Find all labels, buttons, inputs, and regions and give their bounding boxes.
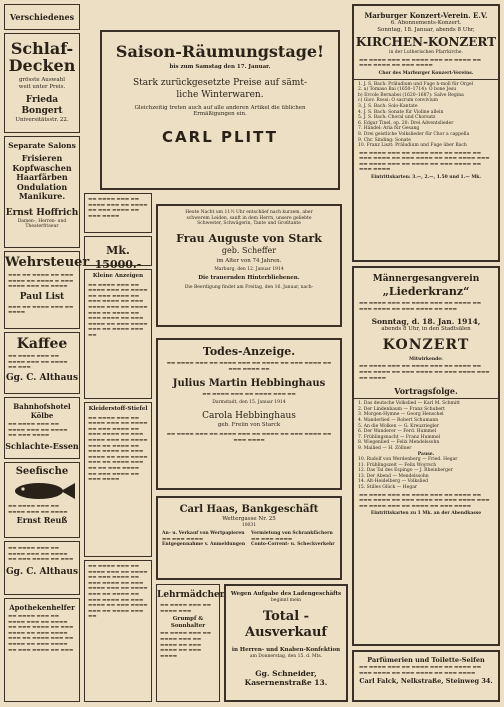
- ausv-line: in Herren- und Knaben-Konfektion: [231, 647, 341, 654]
- parfum-title: Parfümerien und Toilette-Seifen: [367, 656, 485, 664]
- lk-name: „Liederkranz“: [382, 285, 470, 298]
- notice-stark: [156, 204, 342, 327]
- apoth-title: Apothekenhelfer: [9, 603, 75, 612]
- saison-title: Saison-Räumungstage!: [115, 42, 325, 61]
- lk-time: abends 8 Uhr, in den Stadtsälen: [381, 326, 471, 333]
- kaffee-title: Kaffee: [16, 336, 68, 352]
- salon-item: Kopfwaschen: [12, 162, 72, 173]
- bahnhof-sub: Schlachte-Essen: [5, 440, 79, 451]
- fish-icon: [7, 480, 77, 502]
- salon-note: Damen-, Herren- und Theaterfriseur: [17, 218, 67, 230]
- lk-date: Sonntag, d. 18. Jan. 1914,: [371, 317, 481, 327]
- lehr-title: Lehrmädchen: [157, 590, 227, 600]
- lk-item: 12. Das Tal des Espingo — J. Rheinberger: [358, 468, 453, 474]
- lk-item: 13. Der Abend — Mendelssohn: [358, 473, 429, 479]
- saison-firm: CARL PLITT: [162, 127, 278, 146]
- salon-item: Haarfärben: [16, 172, 68, 182]
- konzert-item: 3. J. S. Bach: Solo-Kantate: [358, 103, 418, 109]
- saison-line-2: liche Winterwaren.: [176, 89, 264, 100]
- saison-line-3: Gleichzeitig treten auch auf alle anderen Artikel die üblichen: [134, 104, 306, 111]
- notice-intro-3: Schwester, Schwägerin, Tante und Großtante: [197, 221, 301, 227]
- schuh-name: Gg. C. Althaus: [5, 566, 79, 577]
- salon-item: Manikure.: [18, 191, 66, 201]
- col2-ad-3: Kleiderstoff-Stiefel ▬▬ ▬▬▬▬ ▬▬▬ ▬▬ ▬▬▬▬ ▬▬▬ ▬▬ ▬▬▬▬ ▬▬ ▬▬▬ ▬▬▬▬ ▬▬ ▬▬▬ ▬▬▬▬ ▬▬ ▬▬▬ ▬▬▬▬ ▬▬▬ ▬▬ ▬▬▬▬ ▬▬▬ ▬▬ ▬▬▬▬ ▬▬ ▬▬▬ ▬▬▬▬ ▬▬ ▬▬▬ ▬▬▬▬ ▬▬ ▬▬▬ ▬▬▬▬ ▬▬▬ ▬▬ ▬▬▬▬ ▬▬▬ ▬▬ ▬▬ ▬▬▬ ▬▬▬▬ ▬▬ ▬▬▬ ▬▬▬▬ ▬▬ ▬▬▬ ▬▬▬▬: [84, 402, 152, 557]
- konzert-item: 4. J. S. Bach: Sonate für Violine allein: [358, 109, 444, 115]
- konzert-item: 8. Drei geistliche Volkslieder für Chor a cappella: [358, 131, 470, 137]
- ad-title-1: Schlaf-: [10, 39, 74, 58]
- col2-small-title: Kleine Anzeigen: [92, 273, 144, 279]
- ad-schuhe: ▬▬ ▬▬▬▬ ▬▬▬ ▬▬ ▬▬▬▬ ▬▬▬ ▬▬ ▬▬▬▬ ▬▬ ▬▬▬ ▬▬▬▬ ▬▬ ▬▬▬ Gg. C. Althaus: [4, 541, 80, 595]
- ad-line-3: grösste Auswahl: [19, 77, 65, 83]
- notice-name: Frau Auguste von Stark: [176, 231, 322, 245]
- konzert-item: 9. Chr. Sinding: Sonate: [358, 137, 411, 143]
- ad-name: Frieda Bongert: [21, 95, 63, 117]
- ad-wehrsteuer: Wehrsteuer ▬▬▬ ▬▬ ▬▬▬▬ ▬▬ ▬▬▬ ▬▬▬▬ ▬▬ ▬▬▬▬ ▬ ▬▬▬ ▬▬▬▬ ▬▬▬ ▬▬ ▬▬▬▬ Paul List ▬▬▬ ▬▬ ▬▬▬▬ ▬▬▬ ▬▬ ▬▬▬▬: [4, 251, 80, 329]
- konzert-item: 7. Händel: Aria für Gesang: [358, 126, 420, 132]
- lk-item: 2. Der Lindenbaum — Franz Schubert: [358, 406, 445, 412]
- notice-intro-2: schwerem Leiden, sanft in dem Herrn, unsere geliebte: [186, 215, 312, 221]
- haas-right-2: Conto-Corrent- u. Scheckverkehr: [251, 542, 335, 548]
- todes-title: Todes-Anzeige.: [202, 345, 296, 358]
- col2-ad-1: ▬▬ ▬▬▬▬ ▬▬▬ ▬▬ ▬▬▬▬ ▬▬▬ ▬▬ ▬▬▬▬ ▬▬ ▬▬▬ ▬▬▬▬ ▬▬ ▬▬▬ ▬▬▬▬: [84, 193, 152, 233]
- haas-address: Wettergasse Nr. 25: [222, 516, 276, 522]
- konzert-item: 1. J. S. Bach: Präludium und Fuge h-moll für Orgel: [358, 81, 474, 87]
- lk-item: 3. Morgen-Hymne — Georg Henschel: [358, 412, 444, 418]
- haas-left-1: An- u. Verkauf von Wertpapieren: [162, 531, 245, 537]
- konzert-choir: Chor des Marburger Konzert-Vereins.: [378, 70, 474, 76]
- ad-lehrmaedchen: Lehrmädchen ▬▬ ▬▬▬▬ ▬▬▬ ▬▬ ▬▬▬▬ ▬▬▬ Grumpf & Sonnhalter ▬▬ ▬▬▬▬ ▬▬▬ ▬▬ ▬▬▬▬ ▬▬▬ ▬▬ ▬▬▬▬ ▬▬ ▬▬▬ ▬▬▬▬ ▬▬ ▬▬▬ ▬▬▬▬: [156, 584, 220, 702]
- lk-item: 6. Der Wanderer — Ferd. Hummel: [358, 429, 437, 435]
- ad-kirchenkonzert: Marburger Konzert-Verein. E.V. 6. Abonnements-Konzert. Sonntag, 18. Januar, abends 8 Uhr, KIRCHEN-KONZERT in der Lutherischen Pfarrkirche. ▬▬ ▬▬▬▬ ▬▬▬ ▬▬ ▬▬▬▬ ▬▬▬ ▬▬ ▬▬▬▬ ▬▬ ▬▬▬ ▬▬▬▬ ▬▬ ▬▬▬ ▬▬▬▬ Chor des Marburger Konzert-Vereins. 1. J. S. Bach: Präludium und Fuge h-moll für Orgel 2. a) Tomaso Bai (1650–1714): O bone Jesu b) Ercole Bernabei (1620–1687): Salve Regina c) Giov. Rossi: O sacrum convivium 3. J. S. Bach: Solo-Kantate 4. J. S. Bach: Sonate für Violine allein 5. J. S. Bach: Choral und Chorsatz 6. Edgar Tinel, op. 20: Drei Adventslieder 7. Händel: Aria für Gesang 8. Drei geistliche Volkslieder für Chor a cappella 9. Chr. Sinding: Sonate 10. Franz Liszt: Präludium und Fuge über Bach ▬▬ ▬▬▬▬ ▬▬▬ ▬▬ ▬▬▬▬ ▬▬▬ ▬▬ ▬▬▬▬ ▬▬ ▬▬▬ ▬▬▬▬ ▬▬ ▬▬▬ ▬▬▬▬ ▬▬ ▬▬▬ ▬▬▬▬ ▬▬▬ ▬▬ ▬▬▬▬ ▬▬▬ ▬▬ ▬▬▬▬ ▬▬ ▬▬▬ ▬▬▬▬ ▬▬ ▬▬▬ ▬▬▬▬ Eintrittskarten: 3.—, 2.—, 1.50 und 1.— Mk.: [352, 4, 500, 262]
- todes-nee-2: geb. Freiin von Starck: [217, 422, 281, 429]
- salon-name: Ernst Hoffrich: [5, 207, 79, 218]
- notice-todes: Todes-Anzeige. ▬▬ ▬▬▬▬ ▬▬▬ ▬▬ ▬▬▬▬ ▬▬▬ ▬▬ ▬▬▬▬ ▬▬ ▬▬▬ ▬▬▬▬ ▬▬ ▬▬▬ ▬▬▬▬ ▬▬ Julius Martin Hebbinghaus ▬▬ ▬▬▬▬ ▬▬▬ ▬▬ ▬▬▬▬ ▬▬▬ ▬▬ Darmstadt, den 15. Januar 1914 Carola Hebbinghaus geb. Freiin von Starck ▬▬ ▬▬▬▬ ▬▬▬ ▬▬ ▬▬▬▬ ▬▬▬ ▬▬ ▬▬▬▬ ▬▬ ▬▬▬ ▬▬▬▬ ▬▬ ▬▬▬ ▬▬▬▬: [156, 338, 342, 490]
- konzert-item: c) Giov. Rossi: O sacrum convivium: [358, 98, 439, 104]
- konzert-item: b) Ercole Bernabei (1620–1687): Salve Regina: [358, 92, 464, 98]
- konzert-item: 2. a) Tomaso Bai (1650–1714): O bone Jesu: [358, 87, 457, 93]
- konzert-place: in der Lutherischen Pfarrkirche.: [389, 50, 463, 56]
- ad-schlafdecken: [4, 33, 80, 133]
- lk-konzert: KONZERT: [382, 336, 470, 353]
- salon-item: Frisieren: [21, 153, 63, 163]
- notice-place: Marburg, den 12. Januar 1914: [214, 267, 284, 273]
- ad-ausverkauf: [224, 584, 348, 702]
- lehr-firm: Grumpf & Sonnhalter: [170, 616, 206, 629]
- haas-right-1: Vermietung von Schrankfächern: [251, 531, 333, 537]
- wehr-name: Paul List: [19, 291, 65, 302]
- notice-intro-1: Heute Nacht um 11½ Uhr entschlief nach kurzem, aber: [185, 210, 313, 215]
- todes-name: Julius Martin Hebbinghaus: [172, 378, 326, 390]
- lk-item: 10. Rudolf von Werdenberg — Fried. Hegar: [358, 457, 458, 463]
- notice-mourners: Die trauernden Hinterbliebenen.: [198, 274, 300, 281]
- lk-item: 1. Das deutsche Volkslied — Karl M. Schmitt: [358, 401, 460, 407]
- mk-label: Mk. 15000.-: [94, 244, 142, 271]
- saison-date: bis zum Samstag den 17. Januar.: [169, 64, 271, 70]
- haas-tel: 10031: [241, 522, 257, 528]
- ad-apotheke: Apothekenhelfer ▬▬ ▬▬▬▬ ▬▬▬ ▬▬ ▬▬▬▬ ▬▬▬ ▬▬ ▬▬▬▬ ▬▬ ▬▬▬ ▬▬▬▬ ▬▬ ▬▬▬ ▬▬▬▬ ▬▬ ▬▬▬ ▬▬▬▬ ▬▬▬ ▬▬ ▬▬▬▬ ▬▬▬ ▬▬ ▬▬▬▬ ▬▬ ▬▬▬ ▬▬▬▬ ▬▬ ▬▬▬ ▬▬▬▬ ▬▬ ▬▬▬: [4, 598, 80, 702]
- ad-seefische: Seefische ▬▬ ▬▬▬▬ ▬▬▬ ▬▬ ▬▬▬▬ ▬▬▬ ▬▬ ▬▬▬▬ Ernst Reuß: [4, 462, 80, 538]
- saison-line-4: Ermäßigungen ein.: [193, 111, 247, 118]
- konzert-org: Marburger Konzert-Verein. E.V.: [364, 11, 488, 20]
- konzert-foot: Eintrittskarten: 3.—, 2.—, 1.50 und 1.— Mk.: [371, 175, 481, 181]
- kaffee-name: Gg. C. Althaus: [5, 372, 79, 383]
- ad-line-4: weit unter Preis.: [18, 83, 66, 90]
- ad-kaffee: Kaffee ▬▬ ▬▬▬▬ ▬▬▬ ▬▬ ▬▬▬▬ ▬▬▬ ▬▬ ▬▬▬▬ ▬▬ ▬▬▬ Gg. C. Althaus: [4, 332, 80, 394]
- lk-title: Männergesangverein: [372, 274, 480, 284]
- ad-saison: [100, 30, 340, 190]
- ad-haas: Carl Haas, Bankgeschäft Wettergasse Nr. 25 10031 An- u. Verkauf von Wertpapieren ▬▬ ▬▬▬ ▬▬▬▬ Entgegennahme v. Anmeldungen Vermietung von Schrankfächern ▬▬ ▬▬▬ ▬▬▬▬ Conto-Corrent- u. Scheckverkehr: [156, 496, 342, 580]
- col2-kleid: Kleiderstoff-Stiefel: [88, 406, 148, 412]
- notice-funeral: Die Beerdigung findet am Freitag, den 16. Januar, nach-: [184, 284, 314, 290]
- notice-nee: geb. Scheffer: [221, 245, 277, 255]
- col2-ad-2: Kleine Anzeigen ▬▬ ▬▬▬▬ ▬▬▬ ▬▬ ▬▬▬▬ ▬▬▬ ▬▬ ▬▬▬▬ ▬▬ ▬▬▬ ▬▬▬▬ ▬▬ ▬▬▬ ▬▬▬▬ ▬▬ ▬▬▬ ▬▬▬▬ ▬▬▬ ▬▬ ▬▬▬▬ ▬▬▬ ▬▬ ▬▬▬▬ ▬▬ ▬▬▬ ▬▬▬▬ ▬▬ ▬▬▬ ▬▬▬▬ ▬▬ ▬▬▬ ▬▬▬▬ ▬▬▬ ▬▬ ▬▬▬▬ ▬▬▬ ▬▬: [84, 269, 152, 399]
- konzert-date: Sonntag, 18. Januar, abends 8 Uhr,: [377, 26, 475, 33]
- saison-line-1: Stark zurückgesetzte Preise auf sämt-: [133, 77, 307, 88]
- col2-ad-mk: [84, 236, 152, 271]
- bahnhof-title: Bahnhofshotel Kölbe: [13, 402, 71, 420]
- ad-address: Universitätsstr. 22.: [15, 117, 69, 124]
- ausv-firm: Gg. Schneider, Kasernenstraße 13.: [244, 669, 328, 688]
- salon-title: Separate Salons: [8, 141, 76, 150]
- lk-item: 11. Frühlingszeit — Felix Woyrsch: [358, 462, 437, 468]
- konzert-item: 6. Edgar Tinel, op. 20: Drei Adventslieder: [358, 120, 454, 126]
- lk-foot: Eintrittskarten zu 1 Mk. an der Abendkasse: [370, 511, 482, 517]
- lk-mitwirkende: Mitwirkende:: [409, 356, 443, 362]
- parfum-firm: Carl Falck, Nelkstraße, Steinweg 34.: [359, 677, 493, 686]
- lk-item: 8. Wiegenlied — Felix Mendelssohn: [358, 440, 440, 446]
- konzert-item: 5. J. S. Bach: Choral und Chorsatz: [358, 115, 436, 121]
- section-header: Verschiedenes: [9, 12, 75, 22]
- notice-age: im Alter von 74 Jahren.: [216, 257, 282, 264]
- lk-program-title: Vortragsfolge.: [394, 386, 458, 397]
- lk-item: Pause.: [417, 451, 435, 457]
- konzert-item: 10. Franz Liszt: Präludium und Fuge über Bach: [358, 143, 467, 149]
- col2-ad-4: ▬▬ ▬▬▬▬ ▬▬▬ ▬▬ ▬▬▬▬ ▬▬▬ ▬▬ ▬▬▬▬ ▬▬ ▬▬▬ ▬▬▬▬ ▬▬ ▬▬▬ ▬▬▬▬ ▬▬ ▬▬▬ ▬▬▬▬ ▬▬▬ ▬▬ ▬▬▬▬ ▬▬▬ ▬▬ ▬▬▬▬ ▬▬ ▬▬▬ ▬▬▬▬ ▬▬ ▬▬▬ ▬▬▬▬ ▬▬ ▬▬▬ ▬▬▬▬ ▬▬▬ ▬▬ ▬▬▬▬ ▬▬▬ ▬▬: [84, 560, 152, 702]
- fisch-title: Seefische: [15, 466, 69, 477]
- section-header-box: [4, 4, 80, 30]
- ad-liederkranz: Männergesangverein „Liederkranz“ ▬▬ ▬▬▬▬ ▬▬▬ ▬▬ ▬▬▬▬ ▬▬▬ ▬▬ ▬▬▬▬ ▬▬ ▬▬▬ ▬▬▬▬ ▬▬ ▬▬▬ ▬▬▬▬ ▬▬ ▬▬▬ Sonntag, d. 18. Jan. 1914, abends 8 Uhr, in den Stadtsälen KONZERT Mitwirkende: ▬▬ ▬▬▬▬ ▬▬▬ ▬▬ ▬▬▬▬ ▬▬▬ ▬▬ ▬▬▬▬ ▬▬ ▬▬▬ ▬▬▬▬ ▬▬ ▬▬▬ ▬▬▬▬ ▬▬ ▬▬▬ ▬▬▬▬ ▬▬▬ ▬▬ ▬▬▬▬ Vortragsfolge. 1. Das deutsche Volkslied — Karl M. Schmitt 2. Der Lindenbaum — Franz Schubert 3. Morgen-Hymne — Georg Henschel 4. Wanderlied — Robert Schumann 5. An die Wolken — G. Kreuzriegler 6. Der Wanderer — Ferd. Hummel 7. Frühlingsnacht — Franz Hummel 8. Wiegenlied — Felix Mendelssohn 9. Mailied — H. Zöllner Pause. 10. Rudolf von Werdenberg — Fried. Hegar 11. Frühlingszeit — Felix Woyrsch 12. Das Tal des Espingo — J. Rheinberger 13. Der Abend — Mendelssohn 14. Alt-Heidelberg — Volkslied 15. Stilles Glück — Hegar ▬▬ ▬▬▬▬ ▬▬▬ ▬▬ ▬▬▬▬ ▬▬▬ ▬▬ ▬▬▬▬ ▬▬ ▬▬▬ ▬▬▬▬ ▬▬ ▬▬▬ ▬▬▬▬ ▬▬ ▬▬▬ ▬▬▬▬ ▬▬▬ ▬▬ ▬▬▬▬ ▬▬▬ ▬▬ ▬▬▬▬ ▬▬ ▬▬▬ ▬▬▬▬ Eintrittskarten zu 1 Mk. an der Abendkasse: [352, 266, 500, 646]
- lk-item: 7. Frühlingsnacht — Franz Hummel: [358, 434, 441, 440]
- lk-item: 9. Mailied — H. Zöllner: [358, 445, 412, 451]
- ad-salons: [4, 136, 80, 248]
- konzert-sub: 6. Abonnements-Konzert.: [390, 20, 462, 26]
- ausv-date: am Donnerstag, den 15. d. Mts.: [249, 653, 323, 659]
- ad-parfum: Parfümerien und Toilette-Seifen ▬▬ ▬▬▬▬ ▬▬▬ ▬▬ ▬▬▬▬ ▬▬▬ ▬▬ ▬▬▬▬ ▬▬ ▬▬▬ ▬▬▬▬ ▬▬ ▬▬▬ ▬▬▬▬ ▬▬ ▬▬▬ ▬▬▬▬ Carl Falck, Nelkstraße, Steinweg 34.: [352, 650, 500, 702]
- todes-name-2: Carola Hebbinghaus: [202, 411, 296, 422]
- konzert-title: KIRCHEN-KONZERT: [355, 35, 497, 50]
- lk-item: 5. An die Wolken — G. Kreuzriegler: [358, 423, 439, 429]
- lk-item: 4. Wanderlied — Robert Schumann: [358, 417, 439, 423]
- lk-item: 15. Stilles Glück — Hegar: [358, 485, 418, 491]
- ausv-title: Total - Ausverkauf: [244, 609, 327, 641]
- ausv-sub: beginnt mein: [270, 597, 302, 603]
- wehr-title: Wehrsteuer: [5, 255, 90, 270]
- todes-place: Darmstadt, den 15. Januar 1914: [212, 399, 286, 405]
- salon-item: Ondulation: [16, 181, 68, 192]
- ausv-top: Wegen Aufgabe des Ladengeschäfts: [230, 591, 342, 597]
- haas-left-2: Entgegennahme v. Anmeldungen: [162, 542, 246, 548]
- ad-title-2: Decken: [8, 56, 76, 75]
- lk-item: 14. Alt-Heidelberg — Volkslied: [358, 479, 428, 485]
- haas-firm: Carl Haas, Bankgeschäft: [179, 504, 319, 515]
- fisch-name: Ernst Reuß: [16, 515, 68, 526]
- ad-bahnhof: Bahnhofshotel Kölbe ▬▬ ▬▬▬▬ ▬▬▬ ▬▬ ▬▬▬▬ ▬▬▬ ▬▬ ▬▬▬▬ ▬▬ ▬▬▬ ▬▬▬▬ Schlachte-Essen: [4, 397, 80, 459]
